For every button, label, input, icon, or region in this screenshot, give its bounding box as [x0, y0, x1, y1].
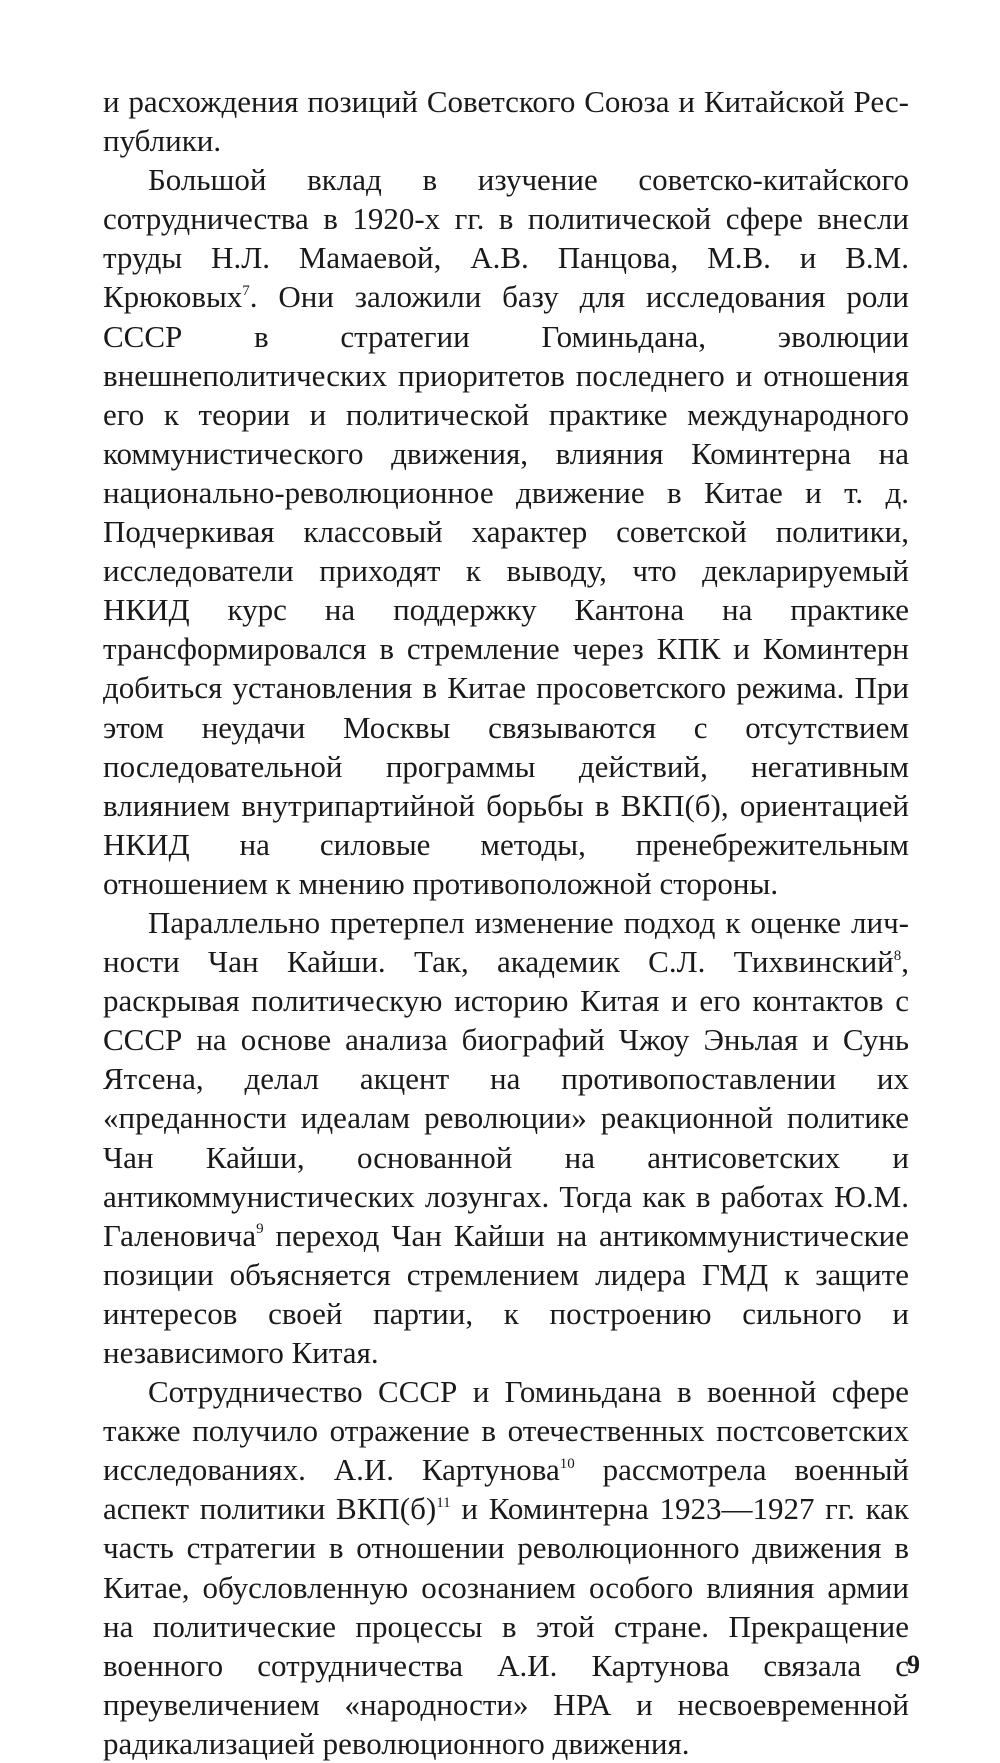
paragraph — [103, 82, 909, 160]
text-run: Большой вклад в изучение советско-китайского сотрудничества в 1920-х гг. в политической сфере внесли труды Н.Л. Мамаевой, А.В. Панцова, М.В. и В.М. Крюковых — [103, 162, 909, 315]
text-run: переход Чан Кайши на антикоммунистические позиции объясняется стремлением лидера ГМД к защите интересов своей партии, к построению сильного и независимого Китая. — [103, 1217, 909, 1370]
paragraph — [103, 1372, 909, 1763]
text-run: , раскрывая политическую историю Китая и его контактов с СССР на основе анализа биографий Чжоу Эньлая и Сунь Ятсена, делал акцент на противопоставлении их «преданности идеалам революции» реакционной политике Чан Кайши, основанной на антисоветских и антикоммунистических лозунгах. Тогда как в работах Ю.М. Галеновича — [103, 944, 909, 1253]
text-run: Параллельно претерпел изменение подход к оценке личности Чан Кайши. Так, академик С.Л. Тихвинский — [103, 904, 909, 980]
text-run: рассмотрела военный аспект политики ВКП(б) — [103, 1452, 909, 1527]
text-run: и Коминтерна 1923—1927 гг. как часть стратегии в отношении революционного движения в Китае, обусловленную осознанием особого влияния армии на политические процессы в этой стране. Прекращение военного сотрудничества А.И. Картунова связала с преувеличением «народности» НРА и несвоевременной радикализацией революционного движения. — [103, 1491, 909, 1761]
footnote-marker: 10 — [559, 1455, 575, 1472]
footnote-marker: 7 — [242, 283, 250, 300]
paragraph — [103, 160, 909, 903]
text-run: и расхождения позиций Советского Союза и Китайской Республики. — [103, 84, 909, 159]
body-text — [103, 82, 909, 1763]
paragraph — [103, 903, 909, 1372]
footnote-marker: 11 — [436, 1495, 451, 1512]
text-run: Сотрудничество СССР и Гоминьдана в военной сфере также получило отражение в отечественных постсоветских исследованиях. А.И. Картунова — [103, 1374, 909, 1488]
page-number: 9 — [907, 1650, 920, 1679]
footnote-marker: 9 — [256, 1221, 264, 1238]
footnote-marker: 8 — [893, 947, 902, 964]
text-run: . Они заложили базу для исследования роли СССР в стратегии Гоминьдана, эволюции внешнеполитических приоритетов последнего и отношения его к теории и политической практике международного коммунистического движения, влияния Коминтерна на национально-революционное движение в Китае и т. д. Подчеркивая классовый характер советской политики, исследователи приходят к выводу, что декларируемый НКИД курс на поддержку Кантона на практике трансформировался в стремление через КПК и Коминтерн добиться установления в Китае просоветского режима. При этом неудачи Москвы связываются с отсутствием последовательной программы действий, негативным влиянием внутрипартийной борьбы в ВКП(б), ориентацией НКИД на силовые методы, пренебрежительным отношением к мнению противоположной стороны. — [103, 279, 909, 901]
